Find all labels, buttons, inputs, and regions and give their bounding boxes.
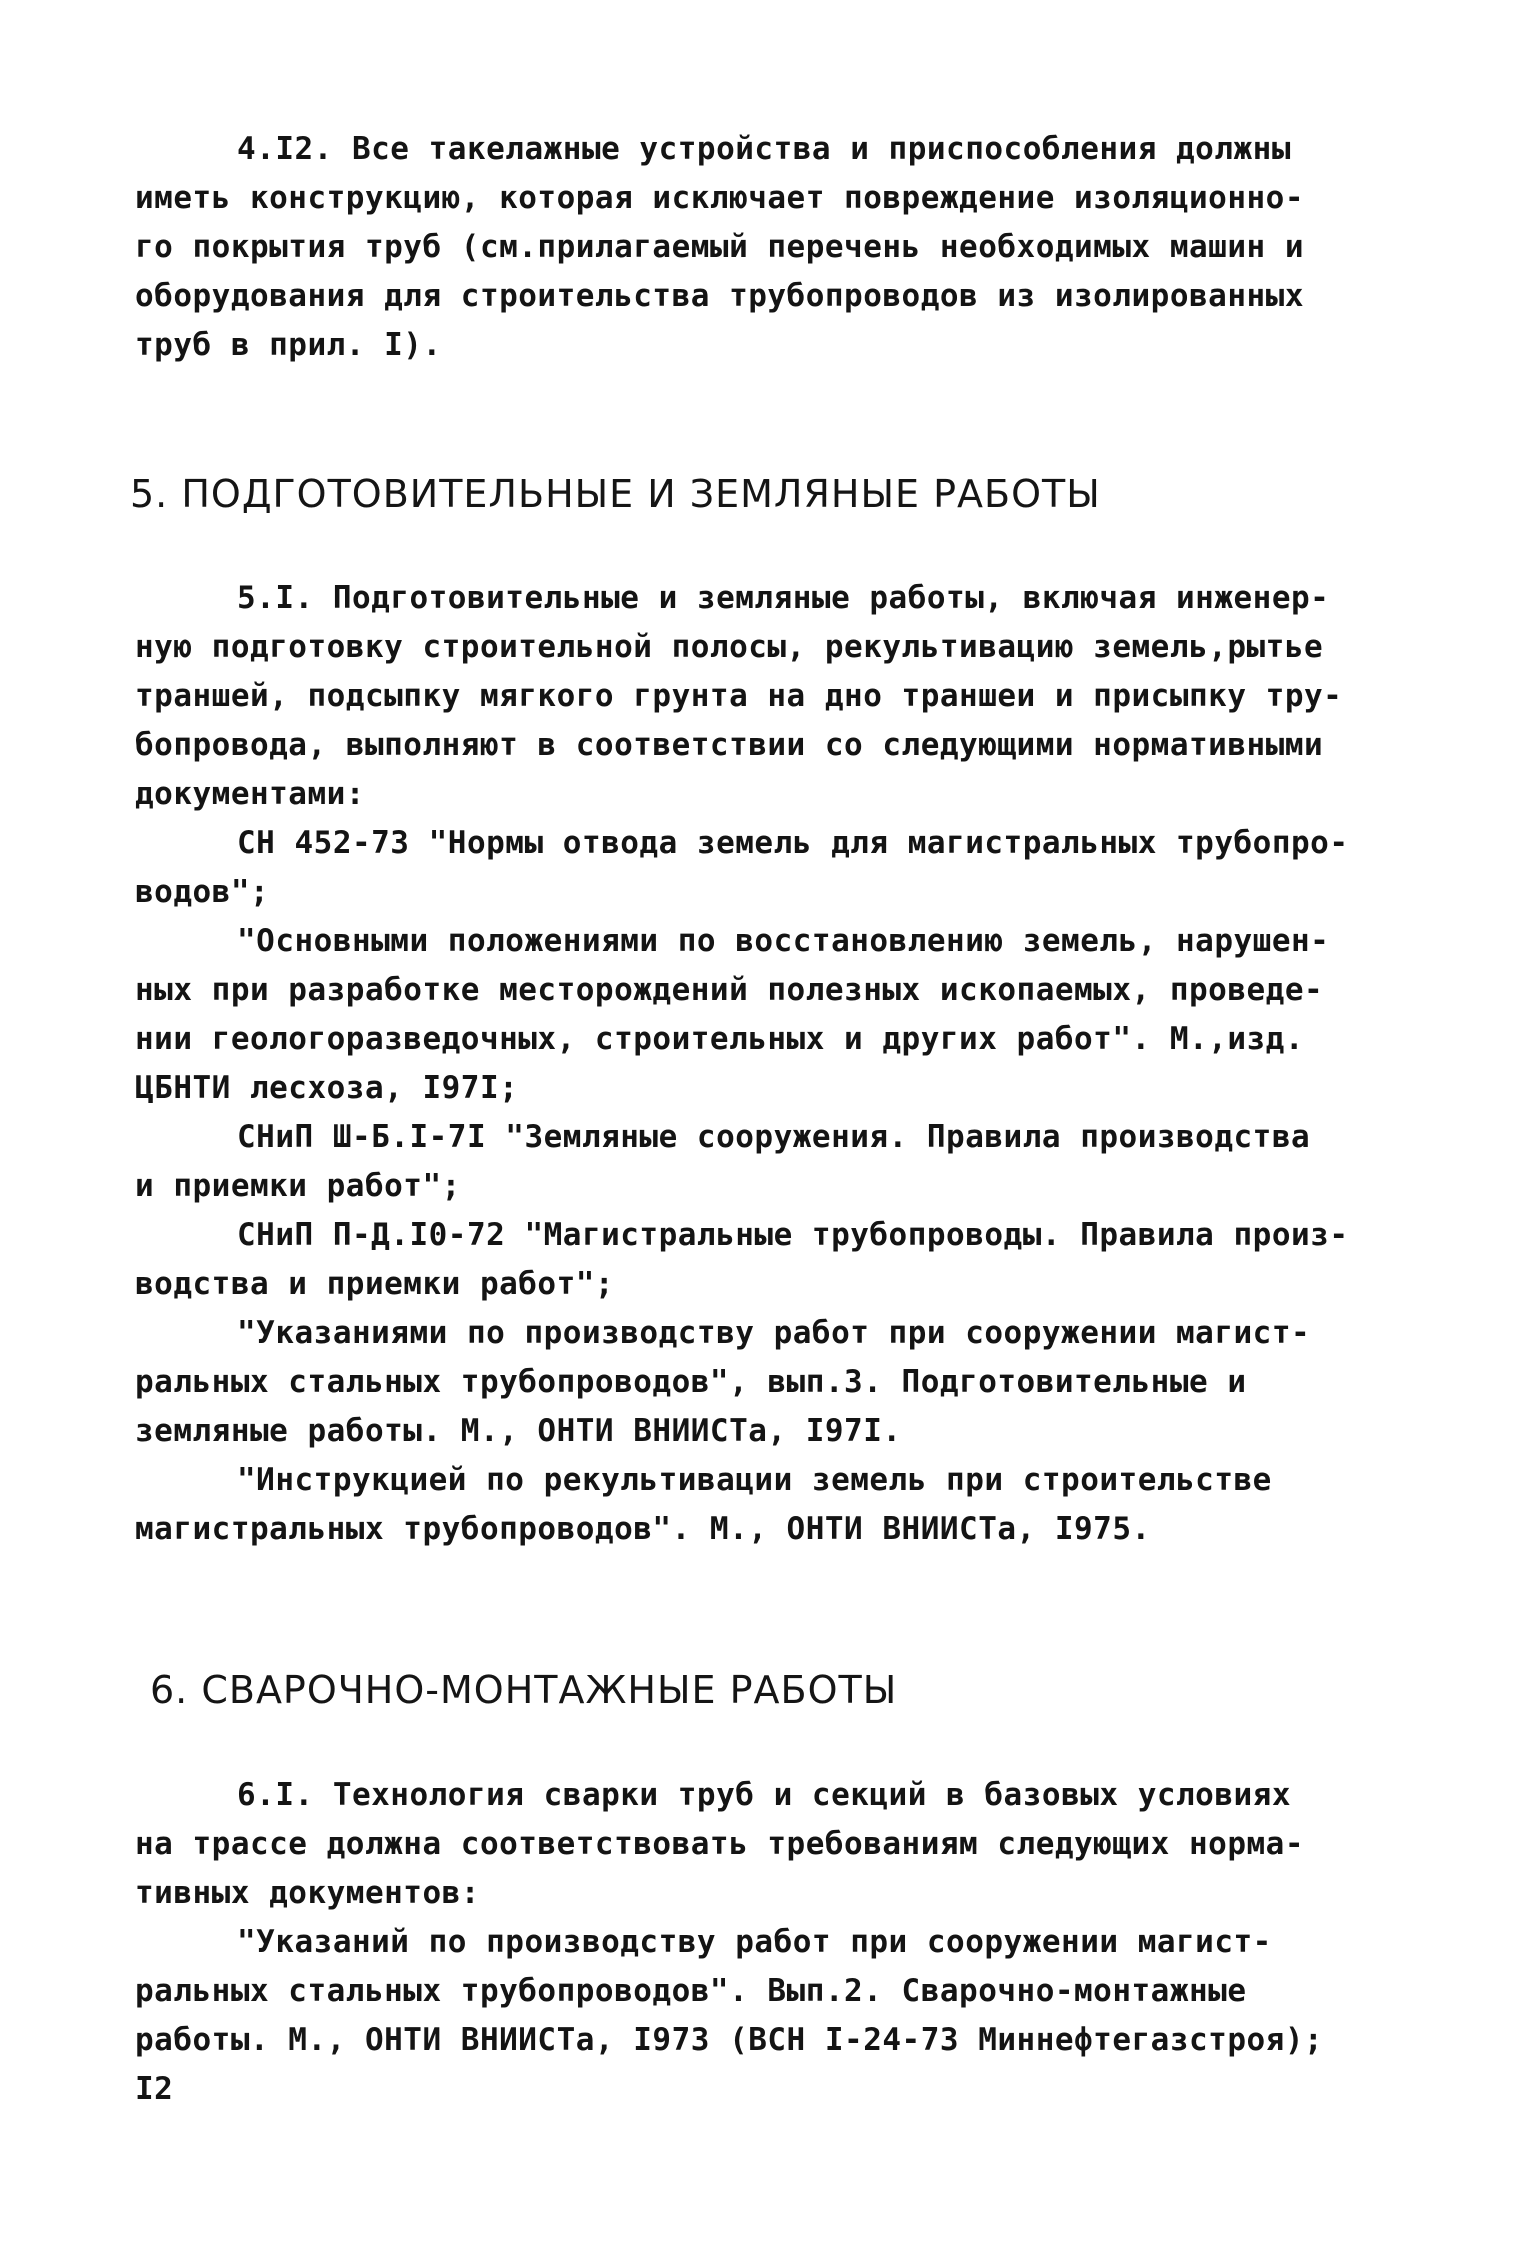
text-line: траншей, подсыпку мягкого грунта на дно траншеи и присыпку тру-	[135, 678, 1343, 714]
text-line: иметь конструкцию, которая исключает повреждение изоляционно-	[135, 180, 1304, 216]
text-line: 5.I. Подготовительные и земляные работы, включая инженер-	[237, 580, 1330, 616]
text-line: СНиП П-Д.I0-72 "Магистральные трубопроводы. Правила произ-	[237, 1217, 1349, 1253]
section-heading-6: 6. СВАРОЧНО-МОНТАЖНЫЕ РАБОТЫ	[150, 1668, 898, 1712]
text-line: ных при разработке месторождений полезных ископаемых, проведе-	[135, 972, 1324, 1008]
text-line: го покрытия труб (см.прилагаемый перечень необходимых машин и	[135, 229, 1304, 265]
text-line: водов";	[135, 874, 270, 910]
text-line: документами:	[135, 776, 365, 812]
text-line: "Инструкцией по рекультивации земель при строительстве	[237, 1462, 1272, 1498]
text-line: нии геологоразведочных, строительных и других работ". М.,изд.	[135, 1021, 1304, 1057]
text-line: бопровода, выполняют в соответствии со следующими нормативными	[135, 727, 1324, 763]
text-line: магистральных трубопроводов". М., ОНТИ ВНИИСТа, I975.	[135, 1511, 1151, 1547]
text-line: на трассе должна соответствовать требованиям следующих норма-	[135, 1826, 1304, 1862]
section-heading-5: 5. ПОДГОТОВИТЕЛЬНЫЕ И ЗЕМЛЯНЫЕ РАБОТЫ	[130, 472, 1101, 516]
text-line: оборудования для строительства трубопроводов из изолированных	[135, 278, 1304, 314]
text-line: ную подготовку строительной полосы, рекультивацию земель,рытье	[135, 629, 1324, 665]
text-line: "Основными положениями по восстановлению земель, нарушен-	[237, 923, 1330, 959]
text-line: ральных стальных трубопроводов", вып.3. Подготовительные и	[135, 1364, 1247, 1400]
text-line: 6.I. Технология сварки труб и секций в базовых условиях	[237, 1777, 1291, 1813]
text-line: работы. М., ОНТИ ВНИИСТа, I973 (ВСН I-24-73 Миннефтегазстроя);	[135, 2022, 1324, 2058]
text-line: 4.I2. Все такелажные устройства и приспособления должны	[237, 131, 1291, 167]
page-number: I2	[135, 2071, 174, 2107]
text-line: земляные работы. М., ОНТИ ВНИИСТа, I97I.	[135, 1413, 902, 1449]
text-line: труб в прил. I).	[135, 327, 442, 363]
text-line: "Указаний по производству работ при сооружении магист-	[237, 1924, 1272, 1960]
text-line: водства и приемки работ";	[135, 1266, 615, 1302]
text-line: и приемки работ";	[135, 1168, 461, 1204]
text-line: ЦБНТИ лесхоза, I97I;	[135, 1070, 519, 1106]
text-line: "Указаниями по производству работ при сооружении магист-	[237, 1315, 1311, 1351]
text-line: СНиП Ш-Б.I-7I "Земляные сооружения. Правила производства	[237, 1119, 1311, 1155]
text-line: ральных стальных трубопроводов". Вып.2. Сварочно-монтажные	[135, 1973, 1247, 2009]
text-line: СН 452-73 "Нормы отвода земель для магистральных трубопро-	[237, 825, 1349, 861]
text-line: тивных документов:	[135, 1875, 480, 1911]
